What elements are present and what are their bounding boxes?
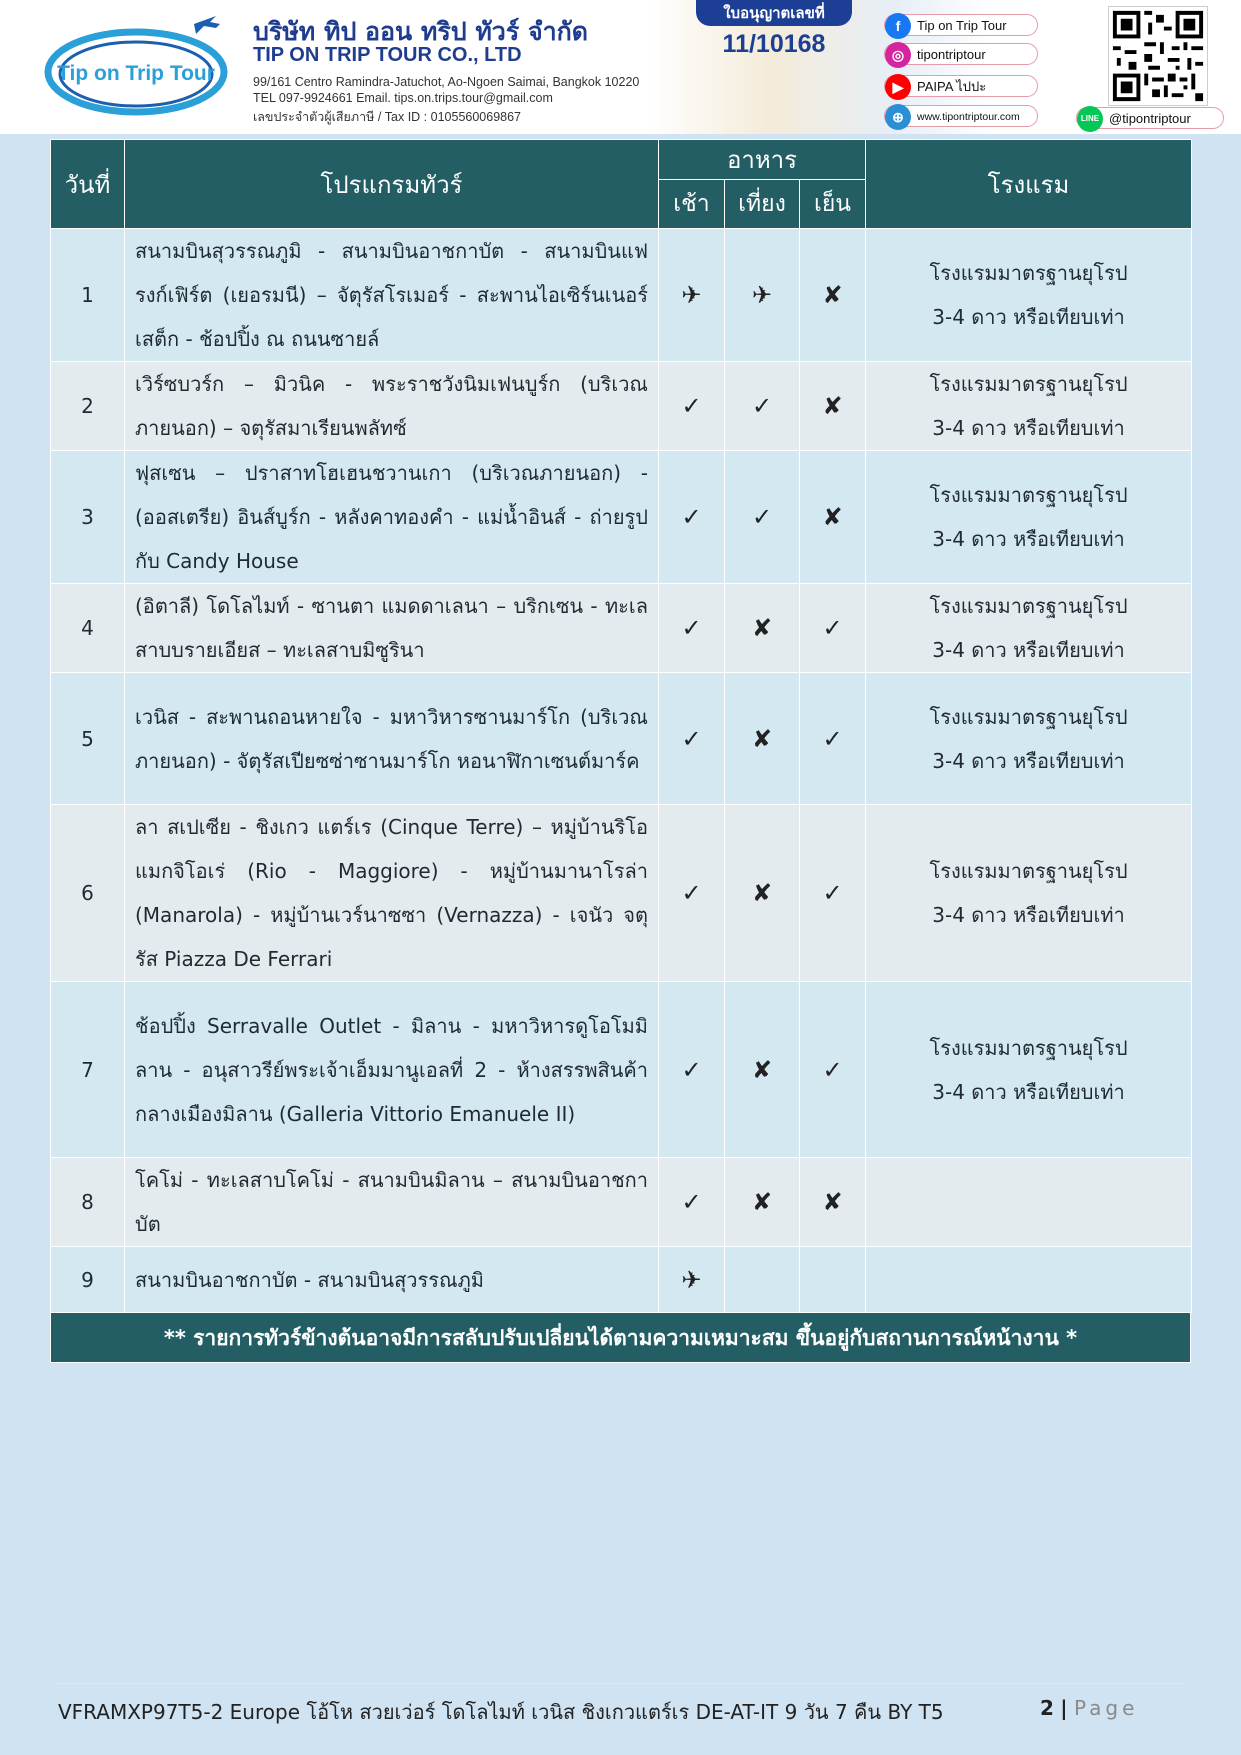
table-row [51,451,1192,584]
day-number: 9 [51,1247,125,1313]
day-number: 7 [51,982,125,1158]
dinner-mark [800,1247,866,1313]
dinner-mark: ✘ [800,229,866,362]
day-number: 1 [51,229,125,362]
dinner-mark: ✘ [800,451,866,584]
table-row [51,673,1192,805]
hotel-info [866,982,1192,1158]
hotel-rating: 3-4 ดาว หรือเทียบเท่า [932,903,1125,927]
hotel-standard: โรงแรมมาตรฐานยุโรป [929,372,1128,396]
table-row [51,362,1192,451]
lunch-mark: ✘ [725,1158,800,1247]
hotel-rating: 3-4 ดาว หรือเทียบเท่า [932,305,1125,329]
line-icon: LINE [1077,106,1103,132]
day-number: 6 [51,805,125,982]
license-number: 11/10168 [722,30,826,58]
hotel-standard: โรงแรมมาตรฐานยุโรป [929,859,1128,883]
col-header-breakfast: เช้า [659,180,725,229]
table-row [51,1247,1192,1313]
lunch-mark: ✓ [725,362,800,451]
hotel-info [866,1247,1192,1313]
col-header-meals: อาหาร [659,140,866,180]
col-header-hotel: โรงแรม [866,140,1192,229]
hotel-standard: โรงแรมมาตรฐานยุโรป [929,483,1128,507]
breakfast-mark: ✓ [659,362,725,451]
lunch-mark: ✘ [725,584,800,673]
hotel-info [866,805,1192,982]
youtube-icon: ▶ [885,74,911,100]
page-number-value: 2 [1040,1696,1054,1720]
program-text: เวิร์ซบวร์ก – มิวนิค - พระราชวังนิมเฟนบูร์ก (บริเวณภายนอก) – จตุรัสมาเรียนพลัทซ์ [125,362,659,451]
day-number: 8 [51,1158,125,1247]
lunch-mark: ✘ [725,982,800,1158]
facebook-icon: f [885,13,911,39]
tour-code: VFRAMXP97T5-2 Europe โอ้โห สวยเว่อร์ โดโลไมท์ เวนิส ชิงเกวแตร์เร DE-AT-IT 9 วัน 7 คืน BY T5 [58,1700,944,1724]
itinerary-table-wrapper [50,139,1191,1363]
dinner-mark: ✓ [800,805,866,982]
hotel-info [866,362,1192,451]
hotel-info [866,229,1192,362]
day-number: 5 [51,673,125,805]
dinner-mark: ✘ [800,362,866,451]
company-contact: TEL 097-9924661 Email. tips.on.trips.tour@gmail.com [253,91,553,105]
hotel-rating: 3-4 ดาว หรือเทียบเท่า [932,1079,1125,1104]
dinner-mark: ✓ [800,584,866,673]
social-facebook[interactable]: f Tip on Trip Tour [884,14,1038,36]
lunch-mark [725,1247,800,1313]
breakfast-mark: ✓ [659,805,725,982]
itinerary-table [50,139,1192,1313]
company-name-en: TIP ON TRIP TOUR CO., LTD [253,44,522,66]
lunch-mark: ✘ [725,673,800,805]
lunch-mark: ✓ [725,451,800,584]
hotel-rating: 3-4 ดาว หรือเทียบเท่า [932,416,1125,440]
program-text: เวนิส - สะพานถอนหายใจ - มหาวิหารซานมาร์โก (บริเวณภายนอก) - จัตุรัสเปียซซ่าซานมาร์โก หอนาฬิกาเซนต์มาร์ค [125,673,659,805]
hotel-rating: 3-4 ดาว หรือเทียบเท่า [932,748,1125,773]
company-logo [44,10,234,120]
day-number: 4 [51,584,125,673]
breakfast-mark: ✓ [659,451,725,584]
company-name-th: บริษัท ทิป ออน ทริป ทัวร์ จำกัด [253,17,589,46]
table-row [51,1158,1192,1247]
breakfast-mark: ✓ [659,1158,725,1247]
social-line[interactable]: LINE @tipontriptour [1076,107,1224,129]
breakfast-mark: ✈ [659,1247,725,1313]
license-label: ใบอนุญาตเลขที่ [696,0,852,26]
dinner-mark: ✘ [800,1158,866,1247]
table-row [51,982,1192,1158]
day-number: 2 [51,362,125,451]
program-text: ช้อปปิ้ง Serravalle Outlet - มิลาน - มหาวิหารดูโอโมมิลาน - อนุสาวรีย์พระเจ้าเอ็มมานูเอลที่ 2 - ห้างสรรพสินค้ากลางเมืองมิลาน (Galleria Vittorio Emanuele II) [125,982,659,1158]
web-icon: ⊕ [885,104,911,130]
hotel-info [866,584,1192,673]
social-youtube[interactable]: ▶ PAIPA ไปปะ [884,75,1038,97]
page-number-separator: | [1060,1696,1068,1720]
breakfast-mark: ✈ [659,229,725,362]
hotel-standard: โรงแรมมาตรฐานยุโรป [929,704,1128,729]
breakfast-mark: ✓ [659,584,725,673]
plane-icon [194,16,220,34]
hotel-info [866,1158,1192,1247]
col-header-program: โปรแกรมทัวร์ [125,140,659,229]
svg-text:Tip on Trip Tour: Tip on Trip Tour [57,62,215,85]
table-row [51,584,1192,673]
program-text: สนามบินสุวรรณภูมิ - สนามบินอาชกาบัต - สนามบินแฟรงก์เฟิร์ต (เยอรมนี) – จัตุรัสโรเมอร์ - สะพานไอเซิร์นเนอร์เสต็ก - ช้อปปิ้ง ณ ถนนซายล์ [125,229,659,362]
breakfast-mark: ✓ [659,673,725,805]
col-header-dinner: เย็น [800,180,866,229]
hotel-info [866,451,1192,584]
dinner-mark: ✓ [800,673,866,805]
itinerary-footnote: ** รายการทัวร์ข้างต้นอาจมีการสลับปรับเปลี่ยนได้ตามความเหมาะสม ขึ้นอยู่กับสถานการณ์หน้างาน * [50,1313,1191,1363]
col-header-day: วันที่ [51,140,125,229]
program-text: (อิตาลี) โดโลไมท์ - ซานตา แมดดาเลนา – บริกเซน - ทะเลสาบบรายเอียส – ทะเลสาบมิซูรินา [125,584,659,673]
instagram-icon: ◎ [885,42,911,68]
dinner-mark: ✓ [800,982,866,1158]
lunch-mark: ✈ [725,229,800,362]
col-header-lunch: เที่ยง [725,180,800,229]
day-number: 3 [51,451,125,584]
hotel-standard: โรงแรมมาตรฐานยุโรป [929,261,1128,285]
social-website[interactable]: ⊕ www.tipontriptour.com [884,105,1038,127]
page-number [1040,1696,1138,1720]
hotel-rating: 3-4 ดาว หรือเทียบเท่า [932,527,1125,551]
lunch-mark: ✘ [725,805,800,982]
table-row [51,229,1192,362]
footer-divider [55,1683,1185,1684]
program-text: ลา สเปเซีย - ชิงเกว แตร์เร (Cinque Terre) – หมู่บ้านริโอ แมกจิโอเร่ (Rio - Maggiore) - หมู่บ้านมานาโรล่า (Manarola) - หมู่บ้านเวร์นาซซา (Vernazza) - เจนัว จตุรัส Piazza De Ferrari [125,805,659,982]
program-text: โคโม่ - ทะเลสาบโคโม่ - สนามบินมิลาน – สนามบินอาชกาบัต [125,1158,659,1247]
program-text: สนามบินอาชกาบัต - สนามบินสุวรรณภูมิ [125,1247,659,1313]
social-instagram[interactable]: ◎ tipontriptour [884,43,1038,65]
page-label: Page [1073,1696,1139,1720]
hotel-rating: 3-4 ดาว หรือเทียบเท่า [932,638,1125,662]
page-header [0,0,1241,134]
qr-code [1108,6,1208,106]
company-address: 99/161 Centro Ramindra-Jatuchot, Ao-Ngoen Saimai, Bangkok 10220 [253,75,640,89]
table-row [51,805,1192,982]
hotel-standard: โรงแรมมาตรฐานยุโรป [929,594,1128,618]
program-text: ฟุสเซน – ปราสาทโฮเฮนชวานเกา (บริเวณภายนอก) - (ออสเตรีย) อินส์บูร์ก - หลังคาทองคำ - แม่น้ำอินส์ - ถ่ายรูปกับ Candy House [125,451,659,584]
hotel-info [866,673,1192,805]
breakfast-mark: ✓ [659,982,725,1158]
hotel-standard: โรงแรมมาตรฐานยุโรป [929,1035,1128,1060]
company-tax-id: เลขประจำตัวผู้เสียภาษี / Tax ID : 0105560069867 [253,110,522,124]
